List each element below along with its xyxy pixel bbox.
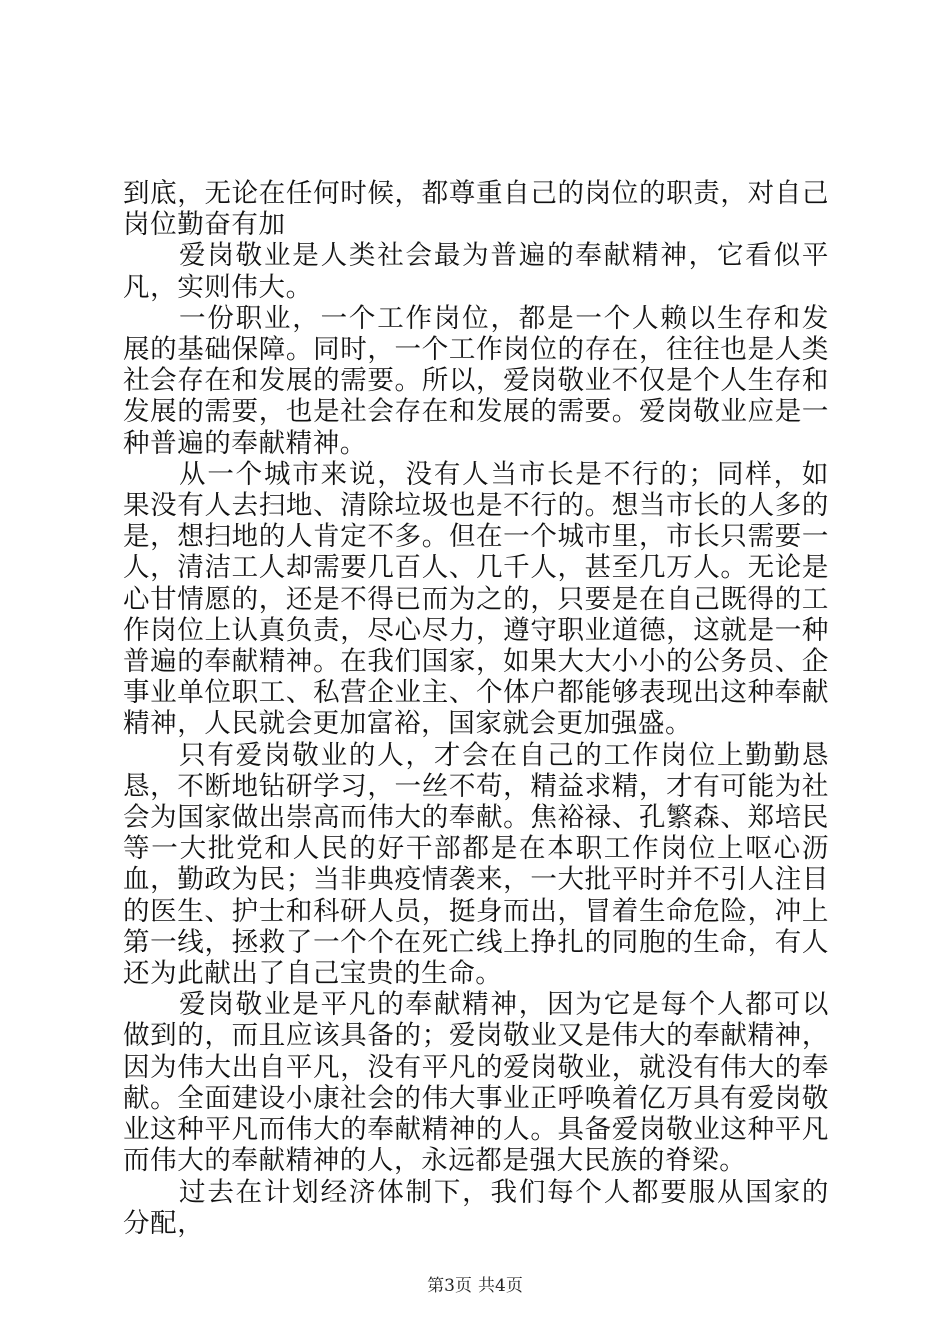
page-footer — [0, 1276, 950, 1296]
paragraph: 从一个城市来说，没有人当市长是不行的；同样，如果没有人去扫地、清除垃圾也是不行的。想当市长的人多的是，想扫地的人肯定不多。但在一个城市里，市长只需要一人，清洁工人却需要几百人、几千人，甚至几万人。无论是心甘情愿的，还是不得已而为之的，只要是在自己既得的工作岗位上认真负责，尽心尽力，遵守职业道德，这就是一种普遍的奉献精神。在我们国家，如果大大小小的公务员、企事业单位职工、私营企业主、个体户都能够表现出这种奉献精神，人民就会更加富裕，国家就会更加强盛。 — [123, 458, 829, 740]
paragraph: 过去在计划经济体制下，我们每个人都要服从国家的分配， — [123, 1176, 829, 1239]
paragraph: 只有爱岗敬业的人，才会在自己的工作岗位上勤勤恳恳，不断地钻研学习，一丝不苟，精益求精，才有可能为社会为国家做出崇高而伟大的奉献。焦裕禄、孔繁森、郑培民等一大批党和人民的好干部都是在本职工作岗位上呕心沥血，勤政为民；当非典疫情袭来，一大批平时并不引人注目的医生、护士和科研人员，挺身而出，冒着生命危险，冲上第一线，拯救了一个个在死亡线上挣扎的同胞的生命，有人还为此献出了自己宝贵的生命。 — [123, 739, 829, 990]
paragraph: 爱岗敬业是平凡的奉献精神，因为它是每个人都可以做到的，而且应该具备的；爱岗敬业又是伟大的奉献精神，因为伟大出自平凡，没有平凡的爱岗敬业，就没有伟大的奉献。全面建设小康社会的伟大事业正呼唤着亿万具有爱岗敬业这种平凡而伟大的奉献精神的人。具备爱岗敬业这种平凡而伟大的奉献精神的人，永远都是强大民族的脊梁。 — [123, 989, 829, 1177]
paragraph: 爱岗敬业是人类社会最为普遍的奉献精神，它看似平凡，实则伟大。 — [123, 240, 829, 303]
paragraph-continuation: 到底，无论在任何时候，都尊重自己的岗位的职责，对自己岗位勤奋有加 — [123, 178, 829, 241]
page-total: 共4页 — [478, 1276, 523, 1296]
paragraph: 一份职业，一个工作岗位，都是一个人赖以生存和发展的基础保障。同时，一个工作岗位的存在，往往也是人类社会存在和发展的需要。所以，爱岗敬业不仅是个人生存和发展的需要，也是社会存在和发展的需要。爱岗敬业应是一种普遍的奉献精神。 — [123, 302, 829, 459]
page-number: 第3页 — [427, 1276, 472, 1296]
document-body — [123, 178, 829, 1239]
